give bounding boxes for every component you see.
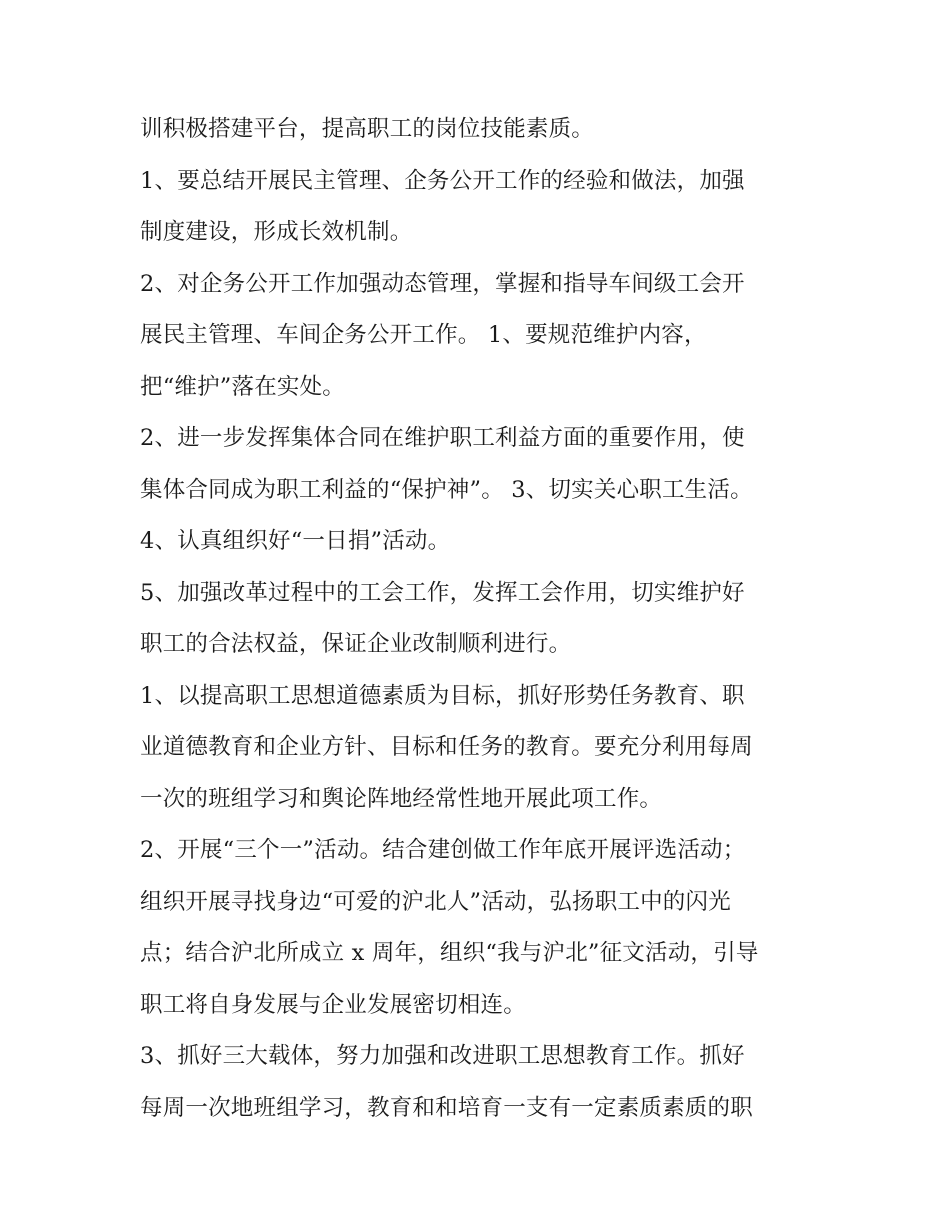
- text-line: 2、对企务公开工作加强动态管理，掌握和指导车间级工会开: [140, 270, 745, 297]
- text-line: 制度建设，形成长效机制。: [140, 219, 413, 245]
- text-line: 展民主管理、车间企务公开工作。 1、要规范维护内容，: [140, 322, 707, 348]
- text-line: 每周一次地班组学习，教育和和培育一支有一定素质素质的职: [140, 1094, 753, 1121]
- text-line: 职工的合法权益，保证企业改制顺利进行。: [140, 631, 572, 657]
- document-body: [140, 104, 820, 1134]
- text-line: 把“维护”落在实处。: [140, 373, 346, 400]
- text-line: 职工将自身发展与企业发展密切相连。: [140, 991, 526, 1018]
- text-line: 5、加强改革过程中的工会工作，发挥工会作用，切实维护好: [140, 579, 745, 606]
- text-line: 2、开展“三个一”活动。结合建创做工作年底开展评选活动；: [140, 837, 746, 863]
- text-line: 3、抓好三大载体，努力加强和改进职工思想教育工作。抓好: [140, 1043, 745, 1069]
- text-line: 1、以提高职工思想道德素质为目标，抓好形势任务教育、职: [140, 682, 745, 709]
- text-line: 1、要总结开展民主管理、企务公开工作的经验和做法，加强: [140, 167, 745, 194]
- text-line: 点；结合沪北所成立 x 周年，组织“我与沪北”征文活动，引导: [140, 940, 759, 966]
- text-line: 2、进一步发挥集体合同在维护职工利益方面的重要作用，使: [140, 425, 745, 451]
- text-line: 组织开展寻找身边“可爱的沪北人”活动，弘扬职工中的闪光: [140, 888, 731, 915]
- text-line: 训积极搭建平台，提高职工的岗位技能素质。: [140, 116, 595, 142]
- text-line: 集体合同成为职工利益的“保护神”。 3、切实关心职工生活。: [140, 476, 753, 503]
- text-line: 4、认真组织好“一日捐”活动。: [140, 528, 451, 554]
- text-line: 一次的班组学习和舆论阵地经常性地开展此项工作。: [140, 785, 663, 812]
- text-line: 业道德教育和企业方针、目标和任务的教育。要充分利用每周: [140, 734, 753, 760]
